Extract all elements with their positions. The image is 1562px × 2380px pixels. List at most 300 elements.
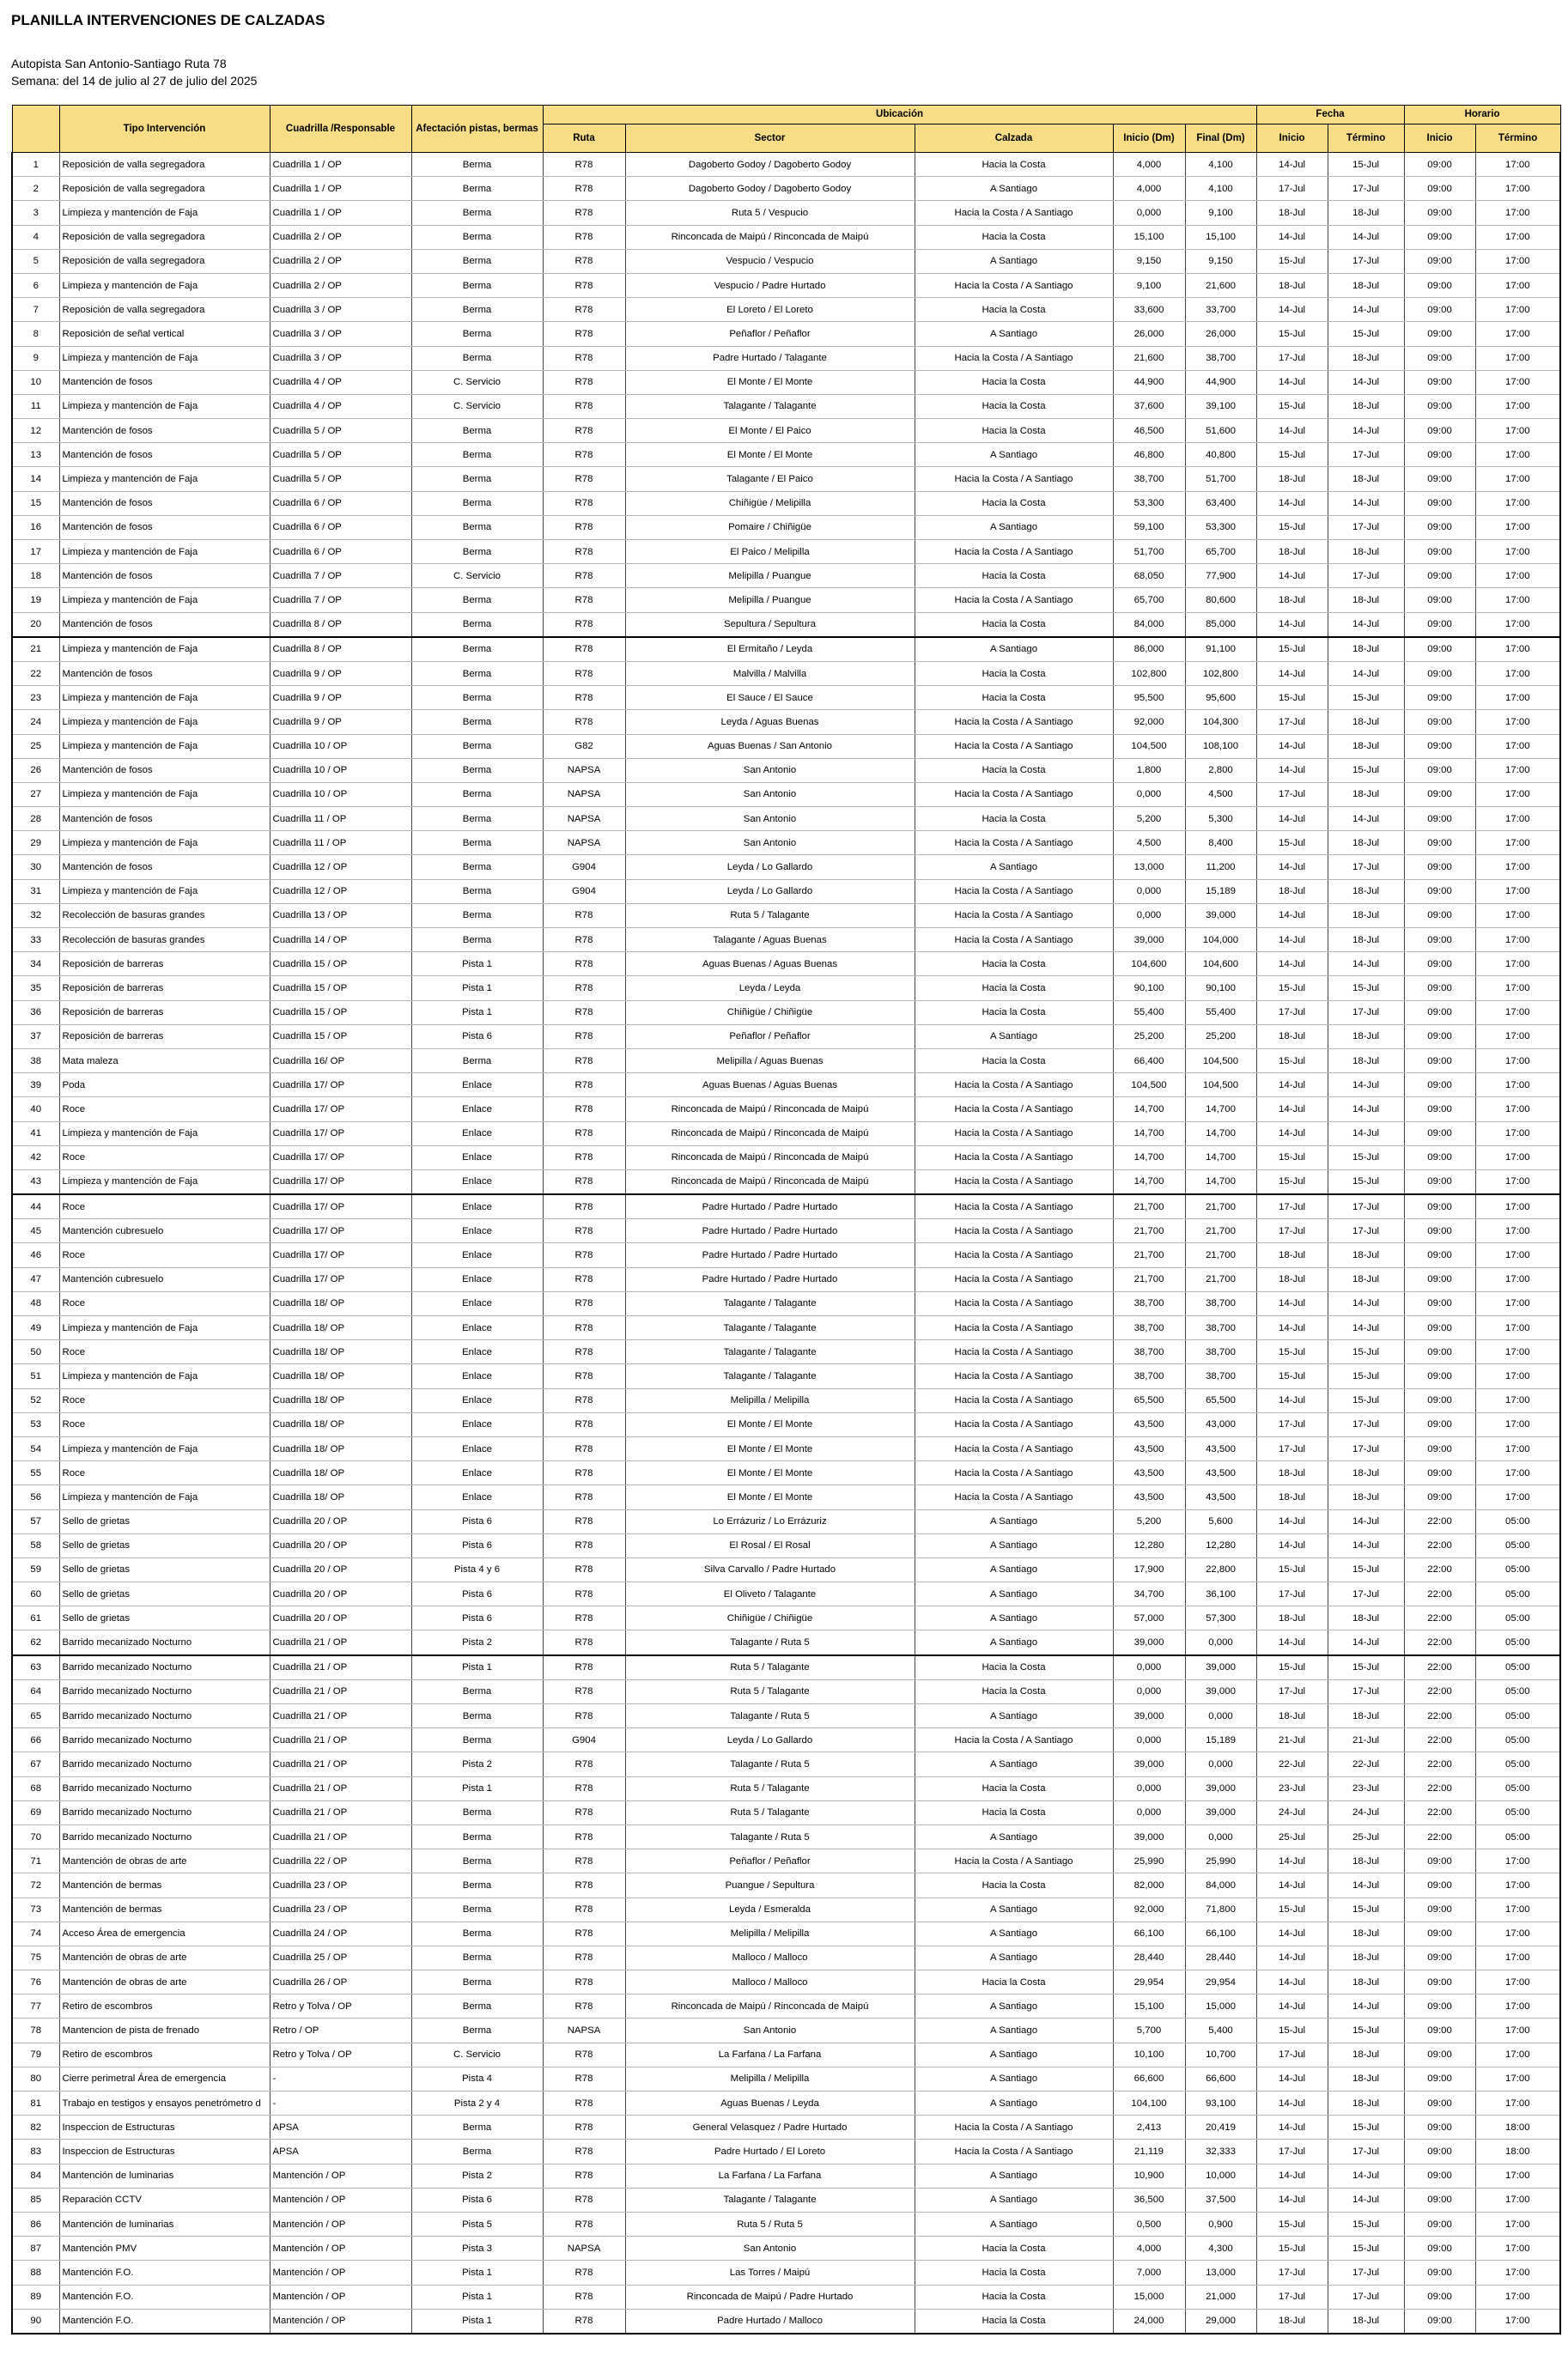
table-row xyxy=(12,201,1560,225)
cell-hora-termino: 17:00 xyxy=(1475,1340,1560,1364)
cell-hora-inicio: 09:00 xyxy=(1404,807,1475,831)
cell-ruta: R78 xyxy=(543,1752,625,1776)
cell-fecha-termino: 18-Jul xyxy=(1328,903,1404,927)
table-row xyxy=(12,1679,1560,1703)
cell-hora-termino: 17:00 xyxy=(1475,879,1560,903)
cell-afectacion: Enlace xyxy=(411,1291,543,1315)
cell-final-dm: 8,400 xyxy=(1185,831,1256,855)
cell-hora-inicio: 09:00 xyxy=(1404,976,1475,1000)
table-row xyxy=(12,491,1560,515)
cell-final-dm: 15,189 xyxy=(1185,1728,1256,1752)
table-row xyxy=(12,1849,1560,1873)
table-row xyxy=(12,370,1560,394)
cell-hora-inicio: 09:00 xyxy=(1404,346,1475,370)
cell-fecha-termino: 17-Jul xyxy=(1328,1000,1404,1024)
cell-cuadrilla: Cuadrilla 10 / OP xyxy=(270,758,411,782)
table-row xyxy=(12,1097,1560,1121)
cell-tipo-intervencion: Mantención PMV xyxy=(59,2237,270,2261)
cell-fecha-termino: 17-Jul xyxy=(1328,249,1404,273)
cell-fecha-termino: 18-Jul xyxy=(1328,273,1404,297)
cell-ruta: R78 xyxy=(543,1509,625,1533)
cell-sector: Ruta 5 / Talagante xyxy=(625,1655,915,1680)
cell-final-dm: 15,100 xyxy=(1185,225,1256,249)
cell-inicio-dm: 10,100 xyxy=(1113,2043,1185,2067)
cell-tipo-intervencion: Reposición de valla segregadora xyxy=(59,298,270,322)
table-row xyxy=(12,758,1560,782)
cell-afectacion: Enlace xyxy=(411,1073,543,1097)
cell-final-dm: 44,900 xyxy=(1185,370,1256,394)
cell-tipo-intervencion: Limpieza y mantención de Faja xyxy=(59,1169,270,1194)
cell-sector: El Monte / El Monte xyxy=(625,443,915,467)
cell-cuadrilla: Cuadrilla 17/ OP xyxy=(270,1097,411,1121)
cell-hora-inicio: 09:00 xyxy=(1404,2285,1475,2309)
cell-calzada: Hacia la Costa / A Santiago xyxy=(915,831,1113,855)
cell-fecha-termino: 15-Jul xyxy=(1328,153,1404,177)
table-row xyxy=(12,1364,1560,1388)
cell-fecha-inicio: 14-Jul xyxy=(1256,1097,1328,1121)
cell-calzada: Hacia la Costa / A Santiago xyxy=(915,928,1113,952)
cell-tipo-intervencion: Limpieza y mantención de Faja xyxy=(59,782,270,806)
cell-afectacion: Enlace xyxy=(411,1169,543,1194)
cell-final-dm: 14,700 xyxy=(1185,1169,1256,1194)
cell-hora-termino: 17:00 xyxy=(1475,661,1560,685)
cell-cuadrilla: Cuadrilla 2 / OP xyxy=(270,273,411,297)
cell-calzada: Hacia la Costa / A Santiago xyxy=(915,1412,1113,1436)
cell-fecha-termino: 17-Jul xyxy=(1328,1194,1404,1219)
cell-cuadrilla: Cuadrilla 21 / OP xyxy=(270,1679,411,1703)
cell-fecha-termino: 14-Jul xyxy=(1328,661,1404,685)
table-row xyxy=(12,1461,1560,1485)
cell-tipo-intervencion: Mantención de bermas xyxy=(59,1897,270,1922)
cell-calzada: Hacia la Costa / A Santiago xyxy=(915,1316,1113,1340)
cell-hora-termino: 17:00 xyxy=(1475,1849,1560,1873)
cell-tipo-intervencion: Recolección de basuras grandes xyxy=(59,928,270,952)
cell-cuadrilla: Cuadrilla 21 / OP xyxy=(270,1776,411,1800)
cell-hora-inicio: 09:00 xyxy=(1404,1461,1475,1485)
cell-hora-termino: 17:00 xyxy=(1475,1169,1560,1194)
cell-fecha-inicio: 25-Jul xyxy=(1256,1824,1328,1849)
cell-fecha-termino: 25-Jul xyxy=(1328,1824,1404,1849)
cell-inicio-dm: 0,000 xyxy=(1113,1800,1185,1824)
table-row xyxy=(12,2164,1560,2188)
cell-fecha-termino: 15-Jul xyxy=(1328,2019,1404,2043)
cell-tipo-intervencion: Mantención cubresuelo xyxy=(59,1219,270,1243)
cell-hora-inicio: 09:00 xyxy=(1404,394,1475,418)
cell-hora-inicio: 09:00 xyxy=(1404,1267,1475,1291)
cell-row-number: 29 xyxy=(12,831,59,855)
cell-inicio-dm: 28,440 xyxy=(1113,1946,1185,1970)
cell-cuadrilla: - xyxy=(270,2092,411,2116)
cell-hora-inicio: 09:00 xyxy=(1404,1485,1475,1509)
cell-final-dm: 77,900 xyxy=(1185,564,1256,588)
cell-inicio-dm: 39,000 xyxy=(1113,928,1185,952)
cell-ruta: R78 xyxy=(543,1606,625,1630)
cell-hora-inicio: 09:00 xyxy=(1404,491,1475,515)
cell-fecha-inicio: 14-Jul xyxy=(1256,903,1328,927)
cell-hora-inicio: 09:00 xyxy=(1404,782,1475,806)
cell-row-number: 81 xyxy=(12,2092,59,2116)
cell-tipo-intervencion: Barrido mecanizado Nocturno xyxy=(59,1728,270,1752)
cell-ruta: R78 xyxy=(543,1533,625,1557)
cell-afectacion: Berma xyxy=(411,225,543,249)
cell-hora-termino: 17:00 xyxy=(1475,1461,1560,1485)
cell-calzada: Hacia la Costa xyxy=(915,298,1113,322)
cell-inicio-dm: 43,500 xyxy=(1113,1461,1185,1485)
cell-hora-inicio: 09:00 xyxy=(1404,1073,1475,1097)
cell-fecha-termino: 15-Jul xyxy=(1328,1145,1404,1169)
cell-final-dm: 51,600 xyxy=(1185,419,1256,443)
cell-tipo-intervencion: Sello de grietas xyxy=(59,1533,270,1557)
cell-row-number: 63 xyxy=(12,1655,59,1680)
cell-inicio-dm: 92,000 xyxy=(1113,710,1185,734)
cell-final-dm: 39,000 xyxy=(1185,903,1256,927)
cell-sector: Chiñigüe / Chiñigüe xyxy=(625,1606,915,1630)
cell-afectacion: Berma xyxy=(411,831,543,855)
cell-hora-termino: 17:00 xyxy=(1475,1145,1560,1169)
cell-fecha-inicio: 14-Jul xyxy=(1256,1849,1328,1873)
table-body xyxy=(12,153,1560,2334)
cell-calzada: Hacia la Costa xyxy=(915,2237,1113,2261)
cell-inicio-dm: 17,900 xyxy=(1113,1557,1185,1582)
cell-afectacion: Pista 4 y 6 xyxy=(411,1557,543,1582)
cell-ruta: R78 xyxy=(543,1873,625,1897)
cell-hora-inicio: 09:00 xyxy=(1404,2237,1475,2261)
cell-calzada: Hacia la Costa / A Santiago xyxy=(915,273,1113,297)
cell-fecha-termino: 24-Jul xyxy=(1328,1800,1404,1824)
cell-ruta: R78 xyxy=(543,1000,625,1024)
cell-fecha-termino: 18-Jul xyxy=(1328,201,1404,225)
cell-tipo-intervencion: Roce xyxy=(59,1291,270,1315)
cell-tipo-intervencion: Barrido mecanizado Nocturno xyxy=(59,1800,270,1824)
cell-calzada: Hacia la Costa xyxy=(915,370,1113,394)
cell-inicio-dm: 55,400 xyxy=(1113,1000,1185,1024)
cell-fecha-inicio: 14-Jul xyxy=(1256,1630,1328,1655)
cell-afectacion: Berma xyxy=(411,249,543,273)
cell-final-dm: 5,600 xyxy=(1185,1509,1256,1533)
cell-final-dm: 5,300 xyxy=(1185,807,1256,831)
cell-cuadrilla: Cuadrilla 9 / OP xyxy=(270,710,411,734)
cell-row-number: 28 xyxy=(12,807,59,831)
cell-hora-inicio: 09:00 xyxy=(1404,298,1475,322)
cell-hora-termino: 17:00 xyxy=(1475,1897,1560,1922)
cell-calzada: A Santiago xyxy=(915,1024,1113,1048)
cell-row-number: 7 xyxy=(12,298,59,322)
cell-tipo-intervencion: Barrido mecanizado Nocturno xyxy=(59,1776,270,1800)
cell-hora-termino: 17:00 xyxy=(1475,1048,1560,1072)
cell-ruta: R78 xyxy=(543,467,625,491)
cell-inicio-dm: 68,050 xyxy=(1113,564,1185,588)
cell-hora-termino: 17:00 xyxy=(1475,2285,1560,2309)
cell-fecha-inicio: 17-Jul xyxy=(1256,2261,1328,2285)
cell-tipo-intervencion: Retiro de escombros xyxy=(59,2043,270,2067)
cell-ruta: R78 xyxy=(543,612,625,637)
cell-calzada: A Santiago xyxy=(915,249,1113,273)
cell-fecha-termino: 14-Jul xyxy=(1328,2164,1404,2188)
cell-afectacion: Enlace xyxy=(411,1097,543,1121)
cell-cuadrilla: Mantención / OP xyxy=(270,2237,411,2261)
cell-ruta: R78 xyxy=(543,564,625,588)
cell-inicio-dm: 39,000 xyxy=(1113,1704,1185,1728)
cell-afectacion: Berma xyxy=(411,1800,543,1824)
cell-hora-termino: 17:00 xyxy=(1475,2019,1560,2043)
cell-row-number: 26 xyxy=(12,758,59,782)
cell-fecha-inicio: 17-Jul xyxy=(1256,177,1328,201)
cell-afectacion: Enlace xyxy=(411,1436,543,1460)
cell-hora-inicio: 09:00 xyxy=(1404,467,1475,491)
cell-calzada: A Santiago xyxy=(915,1582,1113,1606)
cell-fecha-inicio: 15-Jul xyxy=(1256,976,1328,1000)
cell-inicio-dm: 95,500 xyxy=(1113,686,1185,710)
cell-cuadrilla: Cuadrilla 18/ OP xyxy=(270,1316,411,1340)
cell-calzada: Hacia la Costa / A Santiago xyxy=(915,782,1113,806)
cell-sector: La Farfana / La Farfana xyxy=(625,2043,915,2067)
cell-hora-inicio: 09:00 xyxy=(1404,2019,1475,2043)
cell-sector: Talagante / Ruta 5 xyxy=(625,1824,915,1849)
cell-fecha-inicio: 14-Jul xyxy=(1256,928,1328,952)
cell-ruta: R78 xyxy=(543,2212,625,2236)
cell-afectacion: Pista 1 xyxy=(411,1655,543,1680)
cell-fecha-termino: 18-Jul xyxy=(1328,2067,1404,2091)
cell-final-dm: 10,000 xyxy=(1185,2164,1256,2188)
cell-ruta: R78 xyxy=(543,1849,625,1873)
cell-final-dm: 21,700 xyxy=(1185,1219,1256,1243)
cell-calzada: A Santiago xyxy=(915,1606,1113,1630)
cell-inicio-dm: 53,300 xyxy=(1113,491,1185,515)
cell-row-number: 85 xyxy=(12,2188,59,2212)
cell-cuadrilla: Cuadrilla 17/ OP xyxy=(270,1194,411,1219)
cell-tipo-intervencion: Barrido mecanizado Nocturno xyxy=(59,1824,270,1849)
cell-row-number: 10 xyxy=(12,370,59,394)
cell-final-dm: 39,000 xyxy=(1185,1800,1256,1824)
cell-row-number: 15 xyxy=(12,491,59,515)
cell-row-number: 42 xyxy=(12,1145,59,1169)
cell-final-dm: 104,500 xyxy=(1185,1048,1256,1072)
cell-calzada: A Santiago xyxy=(915,637,1113,662)
cell-fecha-inicio: 14-Jul xyxy=(1256,2116,1328,2140)
cell-ruta: R78 xyxy=(543,322,625,346)
cell-hora-inicio: 09:00 xyxy=(1404,1024,1475,1048)
cell-hora-termino: 17:00 xyxy=(1475,443,1560,467)
cell-tipo-intervencion: Inspeccion de Estructuras xyxy=(59,2116,270,2140)
cell-tipo-intervencion: Limpieza y mantención de Faja xyxy=(59,734,270,758)
cell-row-number: 50 xyxy=(12,1340,59,1364)
cell-hora-inicio: 09:00 xyxy=(1404,1097,1475,1121)
cell-afectacion: Pista 5 xyxy=(411,2212,543,2236)
cell-fecha-termino: 21-Jul xyxy=(1328,1728,1404,1752)
cell-afectacion: Berma xyxy=(411,1922,543,1946)
cell-fecha-termino: 14-Jul xyxy=(1328,2188,1404,2212)
cell-final-dm: 0,900 xyxy=(1185,2212,1256,2236)
cell-fecha-termino: 14-Jul xyxy=(1328,1630,1404,1655)
cell-ruta: R78 xyxy=(543,394,625,418)
cell-fecha-inicio: 14-Jul xyxy=(1256,1533,1328,1557)
cell-inicio-dm: 92,000 xyxy=(1113,1897,1185,1922)
cell-row-number: 20 xyxy=(12,612,59,637)
cell-fecha-inicio: 18-Jul xyxy=(1256,540,1328,564)
table-row xyxy=(12,2212,1560,2236)
cell-hora-termino: 17:00 xyxy=(1475,1946,1560,1970)
cell-hora-inicio: 09:00 xyxy=(1404,831,1475,855)
cell-tipo-intervencion: Limpieza y mantención de Faja xyxy=(59,710,270,734)
cell-hora-inicio: 09:00 xyxy=(1404,443,1475,467)
cell-calzada: Hacia la Costa xyxy=(915,225,1113,249)
cell-tipo-intervencion: Roce xyxy=(59,1243,270,1267)
cell-hora-inicio: 09:00 xyxy=(1404,2261,1475,2285)
cell-afectacion: Berma xyxy=(411,1849,543,1873)
cell-inicio-dm: 14,700 xyxy=(1113,1121,1185,1145)
cell-hora-inicio: 09:00 xyxy=(1404,2067,1475,2091)
cell-sector: Rinconcada de Maipú / Rinconcada de Maipú xyxy=(625,1121,915,1145)
cell-final-dm: 9,150 xyxy=(1185,249,1256,273)
table-row xyxy=(12,1243,1560,1267)
cell-fecha-inicio: 18-Jul xyxy=(1256,1704,1328,1728)
cell-row-number: 21 xyxy=(12,637,59,662)
table-row xyxy=(12,177,1560,201)
cell-tipo-intervencion: Limpieza y mantención de Faja xyxy=(59,879,270,903)
cell-fecha-inicio: 15-Jul xyxy=(1256,1364,1328,1388)
cell-tipo-intervencion: Limpieza y mantención de Faja xyxy=(59,273,270,297)
cell-final-dm: 4,100 xyxy=(1185,177,1256,201)
cell-final-dm: 102,800 xyxy=(1185,661,1256,685)
cell-inicio-dm: 44,900 xyxy=(1113,370,1185,394)
cell-hora-inicio: 09:00 xyxy=(1404,2092,1475,2116)
cell-fecha-inicio: 15-Jul xyxy=(1256,249,1328,273)
cell-ruta: R78 xyxy=(543,1316,625,1340)
cell-fecha-inicio: 14-Jul xyxy=(1256,952,1328,976)
cell-cuadrilla: Mantención / OP xyxy=(270,2285,411,2309)
table-row xyxy=(12,2019,1560,2043)
cell-calzada: Hacia la Costa xyxy=(915,686,1113,710)
cell-final-dm: 0,000 xyxy=(1185,1752,1256,1776)
cell-ruta: R78 xyxy=(543,419,625,443)
cell-row-number: 55 xyxy=(12,1461,59,1485)
cell-hora-termino: 17:00 xyxy=(1475,177,1560,201)
cell-sector: Leyda / Esmeralda xyxy=(625,1897,915,1922)
cell-fecha-inicio: 15-Jul xyxy=(1256,394,1328,418)
cell-fecha-inicio: 15-Jul xyxy=(1256,2237,1328,2261)
cell-tipo-intervencion: Mantención de bermas xyxy=(59,1873,270,1897)
cell-cuadrilla: Cuadrilla 7 / OP xyxy=(270,588,411,612)
header-tipo: Tipo Intervención xyxy=(59,106,270,153)
cell-tipo-intervencion: Retiro de escombros xyxy=(59,1994,270,2019)
cell-row-number: 9 xyxy=(12,346,59,370)
cell-fecha-inicio: 14-Jul xyxy=(1256,661,1328,685)
cell-fecha-termino: 23-Jul xyxy=(1328,1776,1404,1800)
cell-ruta: R78 xyxy=(543,1704,625,1728)
cell-hora-inicio: 09:00 xyxy=(1404,879,1475,903)
cell-calzada: A Santiago xyxy=(915,2212,1113,2236)
cell-hora-inicio: 09:00 xyxy=(1404,2043,1475,2067)
cell-row-number: 4 xyxy=(12,225,59,249)
cell-afectacion: Berma xyxy=(411,758,543,782)
cell-sector: Talagante / Talagante xyxy=(625,1340,915,1364)
cell-cuadrilla: Cuadrilla 2 / OP xyxy=(270,249,411,273)
cell-afectacion: Berma xyxy=(411,928,543,952)
cell-tipo-intervencion: Mantención de fosos xyxy=(59,855,270,879)
cell-calzada: A Santiago xyxy=(915,2188,1113,2212)
table-row xyxy=(12,2188,1560,2212)
cell-hora-termino: 17:00 xyxy=(1475,1194,1560,1219)
cell-afectacion: Berma xyxy=(411,1994,543,2019)
cell-hora-inicio: 09:00 xyxy=(1404,2116,1475,2140)
cell-sector: Silva Carvallo / Padre Hurtado xyxy=(625,1557,915,1582)
table-row xyxy=(12,540,1560,564)
cell-sector: El Loreto / El Loreto xyxy=(625,298,915,322)
table-row xyxy=(12,1776,1560,1800)
cell-afectacion: Pista 4 xyxy=(411,2067,543,2091)
cell-row-number: 80 xyxy=(12,2067,59,2091)
cell-ruta: R78 xyxy=(543,1388,625,1412)
cell-hora-termino: 17:00 xyxy=(1475,1922,1560,1946)
cell-sector: Padre Hurtado / Malloco xyxy=(625,2309,915,2334)
cell-afectacion: Enlace xyxy=(411,1194,543,1219)
cell-hora-inicio: 22:00 xyxy=(1404,1776,1475,1800)
cell-sector: Leyda / Lo Gallardo xyxy=(625,855,915,879)
cell-hora-inicio: 09:00 xyxy=(1404,225,1475,249)
cell-tipo-intervencion: Mata maleza xyxy=(59,1048,270,1072)
cell-cuadrilla: Cuadrilla 5 / OP xyxy=(270,443,411,467)
cell-sector: Rinconcada de Maipú / Padre Hurtado xyxy=(625,2285,915,2309)
cell-afectacion: Pista 1 xyxy=(411,952,543,976)
cell-inicio-dm: 13,000 xyxy=(1113,855,1185,879)
cell-cuadrilla: Mantención / OP xyxy=(270,2261,411,2285)
cell-cuadrilla: Cuadrilla 18/ OP xyxy=(270,1388,411,1412)
cell-row-number: 41 xyxy=(12,1121,59,1145)
cell-final-dm: 66,600 xyxy=(1185,2067,1256,2091)
cell-final-dm: 33,700 xyxy=(1185,298,1256,322)
cell-calzada: Hacia la Costa / A Santiago xyxy=(915,1340,1113,1364)
cell-final-dm: 21,700 xyxy=(1185,1243,1256,1267)
interventions-table xyxy=(11,105,1561,2334)
cell-fecha-termino: 18-Jul xyxy=(1328,928,1404,952)
cell-calzada: Hacia la Costa xyxy=(915,758,1113,782)
table-row xyxy=(12,1509,1560,1533)
cell-fecha-termino: 18-Jul xyxy=(1328,394,1404,418)
cell-sector: General Velasquez / Padre Hurtado xyxy=(625,2116,915,2140)
cell-hora-inicio: 09:00 xyxy=(1404,249,1475,273)
cell-hora-inicio: 09:00 xyxy=(1404,1388,1475,1412)
cell-fecha-inicio: 14-Jul xyxy=(1256,491,1328,515)
cell-calzada: Hacia la Costa / A Santiago xyxy=(915,1169,1113,1194)
cell-calzada: Hacia la Costa xyxy=(915,1776,1113,1800)
cell-ruta: R78 xyxy=(543,370,625,394)
cell-hora-termino: 17:00 xyxy=(1475,2067,1560,2091)
cell-final-dm: 43,500 xyxy=(1185,1461,1256,1485)
cell-ruta: R78 xyxy=(543,928,625,952)
cell-row-number: 73 xyxy=(12,1897,59,1922)
table-row xyxy=(12,515,1560,539)
cell-inicio-dm: 25,990 xyxy=(1113,1849,1185,1873)
cell-ruta: R78 xyxy=(543,1073,625,1097)
cell-ruta: R78 xyxy=(543,1436,625,1460)
cell-fecha-termino: 18-Jul xyxy=(1328,1922,1404,1946)
cell-ruta: R78 xyxy=(543,540,625,564)
cell-row-number: 66 xyxy=(12,1728,59,1752)
cell-ruta: NAPSA xyxy=(543,2237,625,2261)
cell-tipo-intervencion: Acceso Área de emergencia xyxy=(59,1922,270,1946)
cell-hora-inicio: 09:00 xyxy=(1404,2188,1475,2212)
cell-hora-termino: 17:00 xyxy=(1475,2237,1560,2261)
cell-inicio-dm: 37,600 xyxy=(1113,394,1185,418)
cell-hora-inicio: 09:00 xyxy=(1404,1873,1475,1897)
cell-final-dm: 37,500 xyxy=(1185,2188,1256,2212)
cell-hora-termino: 05:00 xyxy=(1475,1533,1560,1557)
cell-final-dm: 84,000 xyxy=(1185,1873,1256,1897)
cell-hora-termino: 17:00 xyxy=(1475,491,1560,515)
cell-afectacion: Enlace xyxy=(411,1412,543,1436)
cell-fecha-termino: 18-Jul xyxy=(1328,2092,1404,2116)
cell-cuadrilla: Cuadrilla 13 / OP xyxy=(270,903,411,927)
